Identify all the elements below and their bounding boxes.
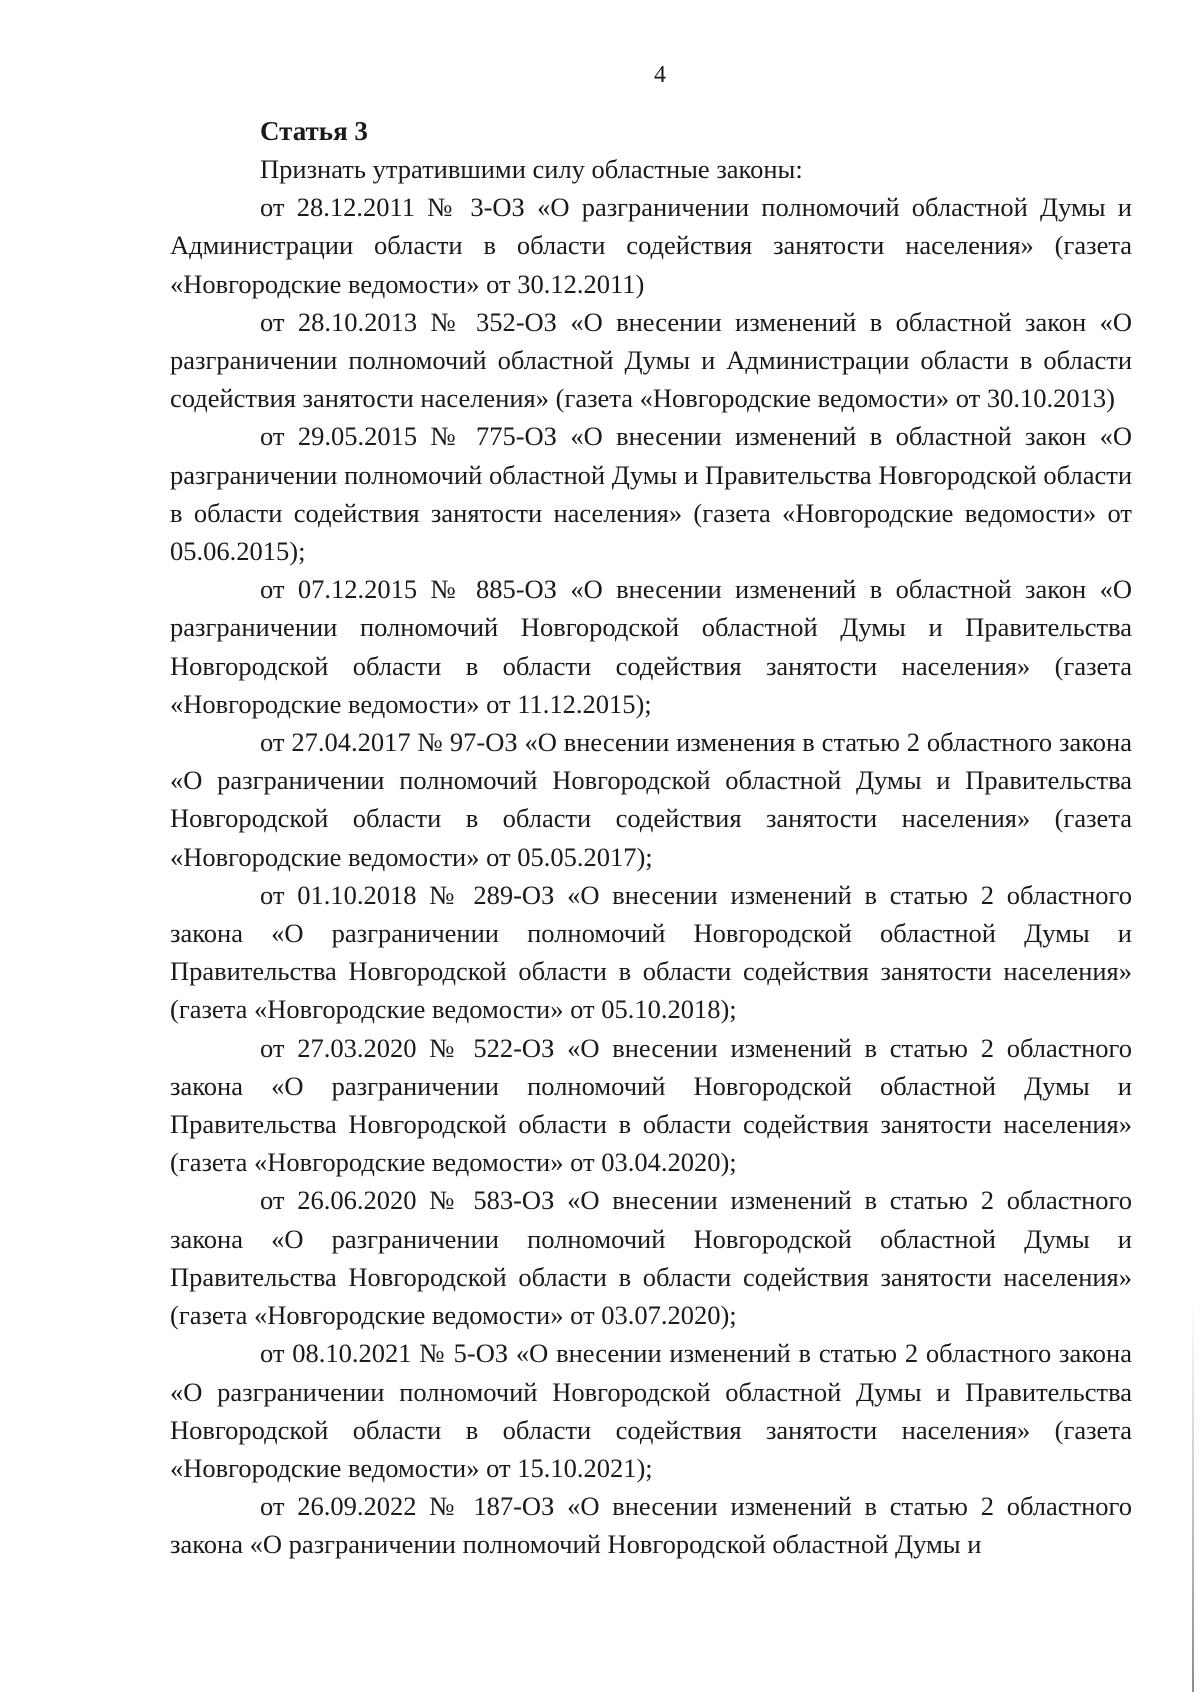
law-item-2: от 28.10.2013 № 352-ОЗ «О внесении изменений в областной закон «О разграничении полномочий областной Думы и Администрации области в области содействия занятости населения» (газета «Новгородские ведомости» от 30.10.2013) bbox=[170, 306, 1132, 414]
law-item-3: от 29.05.2015 № 775-ОЗ «О внесении изменений в областной закон «О разграничении полномочий областной Думы и Правительства Новгородской области в области содействия занятости населения» (газета «Новгородские ведомости» от 05.06.2015); bbox=[170, 421, 1132, 567]
law-item-8: от 26.06.2020 № 583-ОЗ «О внесении изменений в статью 2 областного закона «О разграничении полномочий Новгородской областной Думы и Правительства Новгородской области в области содействия занятости населения» (газета «Новгородские ведомости» от 03.07.2020); bbox=[170, 1185, 1132, 1331]
law-item-4: от 07.12.2015 № 885-ОЗ «О внесении изменений в областной закон «О разграничении полномочий Новгородской областной Думы и Правительства Новгородской области в области содействия занятости населения» (газета «Новгородские ведомости» от 11.12.2015); bbox=[170, 574, 1132, 719]
law-item-10: от 26.09.2022 № 187-ОЗ «О внесении изменений в статью 2 областного закона «О разграничении полномочий Новгородской областной Думы и bbox=[170, 1491, 1132, 1560]
scan-edge-shadow bbox=[1192, 1300, 1194, 1692]
article-title: Статья 3 bbox=[260, 116, 368, 146]
document-body bbox=[170, 112, 1132, 1564]
law-item-9: от 08.10.2021 № 5-ОЗ «О внесении изменений в статью 2 областного закона «О разграничении полномочий Новгородской областной Думы и Правительства Новгородской области в области содействия занятости населения» (газета «Новгородские ведомости» от 15.10.2021); bbox=[170, 1338, 1132, 1483]
page-number: 4 bbox=[654, 62, 666, 88]
article-intro: Признать утратившими силу областные законы: bbox=[260, 154, 803, 184]
law-item-6: от 01.10.2018 № 289-ОЗ «О внесении изменений в статью 2 областного закона «О разграничении полномочий Новгородской областной Думы и Правительства Новгородской области в области содействия занятости населения» (газета «Новгородские ведомости» от 05.10.2018); bbox=[170, 879, 1132, 1025]
law-item-1: от 28.12.2011 № 3-ОЗ «О разграничении полномочий областной Думы и Администрации области в области содействия занятости населения» (газета «Новгородские ведомости» от 30.12.2011) bbox=[170, 192, 1132, 299]
law-item-7: от 27.03.2020 № 522-ОЗ «О внесении изменений в статью 2 областного закона «О разграничении полномочий Новгородской областной Думы и Правительства Новгородской области в области содействия занятости населения» (газета «Новгородские ведомости» от 03.04.2020); bbox=[170, 1032, 1132, 1178]
law-item-5: от 27.04.2017 № 97-ОЗ «О внесении изменения в статью 2 областного закона «О разграничении полномочий Новгородской областной Думы и Правительства Новгородской области в области содействия занятости населения» (газета «Новгородские ведомости» от 05.05.2017); bbox=[170, 727, 1132, 872]
